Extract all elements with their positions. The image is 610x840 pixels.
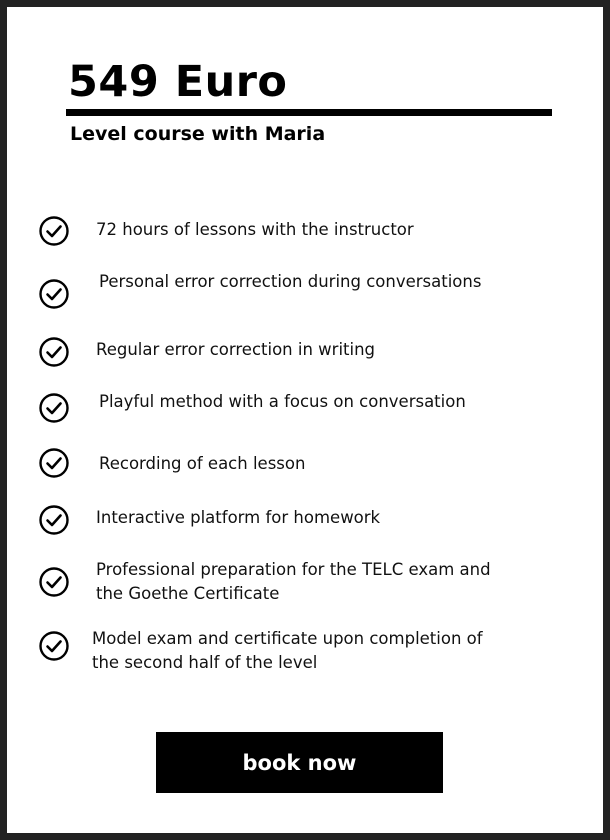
check-circle-icon	[38, 447, 70, 479]
book-now-button[interactable]: book now	[156, 732, 443, 793]
feature-item-text-line1: Professional preparation for the TELC exam and	[96, 560, 491, 579]
feature-item-text-line1: Model exam and certificate upon completion of	[92, 629, 483, 648]
feature-item-text-line2: the second half of the level	[92, 653, 318, 672]
check-circle-icon	[38, 566, 70, 598]
feature-item-text: Playful method with a focus on conversation	[99, 392, 466, 411]
title-divider	[66, 109, 552, 116]
feature-item-text: Regular error correction in writing	[96, 340, 376, 359]
feature-item-text: 72 hours of lessons with the instructor	[96, 220, 414, 239]
check-circle-icon	[38, 278, 70, 310]
feature-item-text: Interactive platform for homework	[96, 508, 381, 527]
price-heading: 549 Euro	[68, 57, 288, 107]
feature-item-text: Personal error correction during conversations	[99, 272, 482, 291]
course-title: Level course with Maria	[70, 123, 326, 145]
check-circle-icon	[38, 504, 70, 536]
feature-item-text: Recording of each lesson	[99, 454, 306, 473]
check-circle-icon	[38, 630, 70, 662]
check-circle-icon	[38, 336, 70, 368]
feature-item-text-line2: the Goethe Certificate	[96, 584, 280, 603]
check-circle-icon	[38, 215, 70, 247]
check-circle-icon	[38, 392, 70, 424]
